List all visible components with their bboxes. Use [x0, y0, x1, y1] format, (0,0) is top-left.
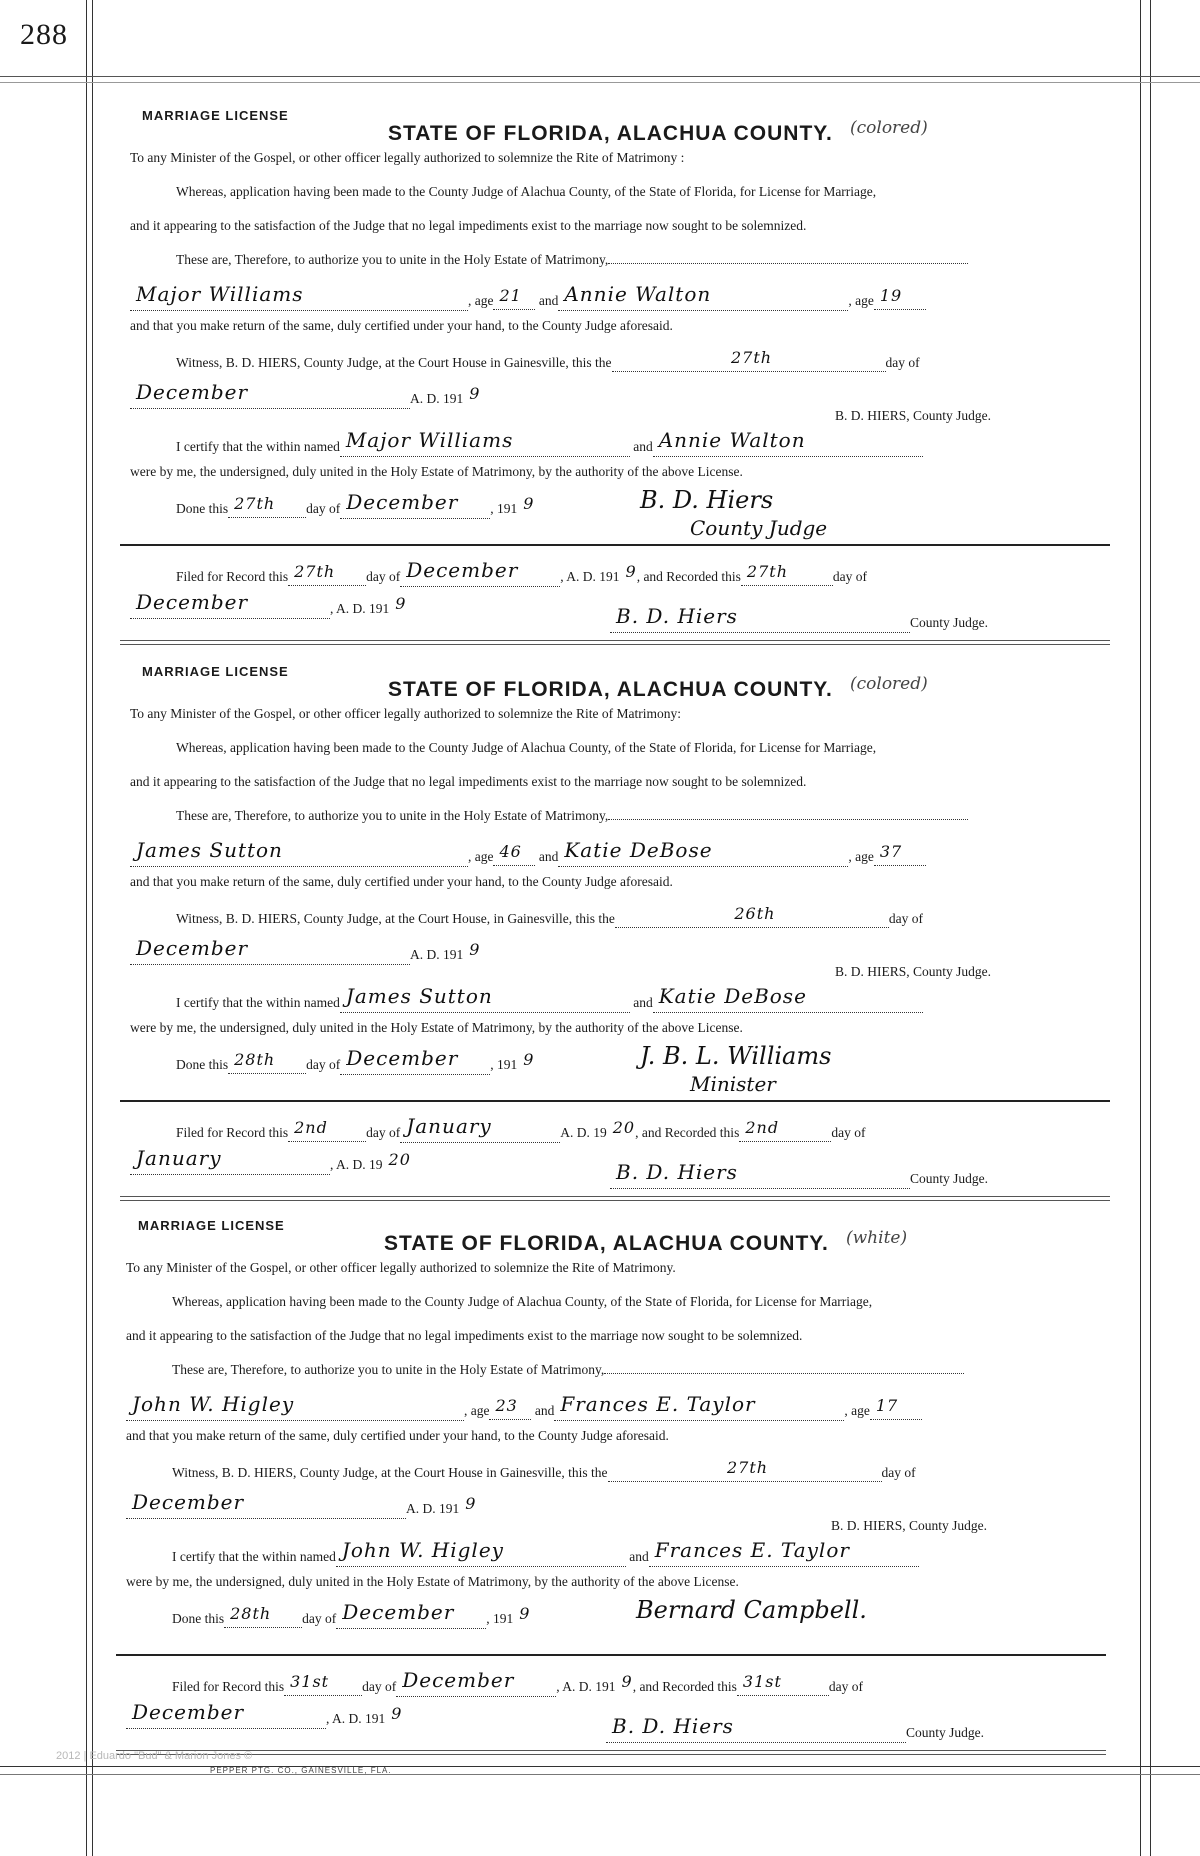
- done-label: Done this: [176, 1057, 229, 1072]
- groom-age: 46: [499, 842, 522, 861]
- recorder-line: [610, 1160, 989, 1189]
- were-by-me-text: were by me, the undersigned, duly united in the Holy Estate of Matrimony, by the authority of the above License.: [130, 1020, 743, 1035]
- recorded-month-field: [130, 1146, 330, 1175]
- recorder-signature: B. D. Hiers: [616, 604, 738, 628]
- groom-name: James Sutton: [136, 838, 283, 862]
- cert-and-label: and: [633, 439, 653, 454]
- recorded-day-of: day of: [832, 569, 868, 584]
- age-label-2: , age: [844, 1403, 870, 1418]
- filed-ad: A. D. 19: [560, 1125, 607, 1140]
- recorder-signature: B. D. Hiers: [612, 1714, 734, 1738]
- top-rule-2: [0, 82, 1200, 83]
- done-year-digit: 9: [523, 1050, 535, 1069]
- filed-day-of: day of: [362, 1679, 397, 1694]
- margin-line-right: [1140, 0, 1141, 1856]
- county-judge-label: County Judge.: [906, 1725, 985, 1740]
- margin-line-left-inner: [92, 0, 93, 1856]
- license-label: MARRIAGE LICENSE: [142, 664, 289, 679]
- witness-text: Witness, B. D. HIERS, County Judge, at the Court House in Gainesville, this the: [176, 355, 612, 370]
- witness-day: 27th: [731, 348, 773, 367]
- done-line: [172, 1600, 531, 1629]
- recorded-day-field: [737, 1672, 829, 1696]
- groom-age-field: [489, 1396, 531, 1420]
- witness-year-digit: 9: [469, 384, 481, 403]
- cert-groom-name: James Sutton: [345, 984, 493, 1008]
- age-label-2: , age: [848, 293, 874, 308]
- done-year-label: , 191: [490, 1057, 518, 1072]
- done-day-field: [224, 1604, 302, 1628]
- witness-month-field: [130, 936, 410, 965]
- groom-field: [126, 1392, 464, 1421]
- recorded-month: December: [136, 590, 249, 614]
- recorder-field: [610, 604, 910, 633]
- footer-rule-2: [0, 1774, 1200, 1775]
- witness-month: December: [132, 1490, 245, 1514]
- section-rule: [120, 1100, 1110, 1102]
- section-rule: [120, 544, 1110, 546]
- certify-line: [176, 428, 923, 457]
- done-year-digit: 9: [523, 494, 535, 513]
- cert-and-label: and: [629, 1549, 649, 1564]
- return-text: and that you make return of the same, duly certified under your hand, to the County Judge aforesaid.: [126, 1428, 669, 1443]
- filed-ad: , A. D. 191: [560, 569, 620, 584]
- done-month: December: [346, 1046, 459, 1070]
- cert-groom-field: [340, 428, 630, 457]
- filed-month-field: [396, 1668, 556, 1697]
- printer-imprint: PEPPER PTG. CO., GAINESVILLE, FLA.: [210, 1766, 392, 1775]
- filed-day: 27th: [294, 562, 336, 581]
- whereas-text: Whereas, application having been made to the County Judge of Alachua County, of the State of Florida, for License for Marriage,: [176, 184, 877, 199]
- filed-year-digit: 9: [621, 1672, 633, 1691]
- authorize-text: These are, Therefore, to authorize you to unite in the Holy Estate of Matrimony,: [176, 252, 609, 267]
- age-label-2: , age: [848, 849, 874, 864]
- county-judge-label: County Judge.: [910, 615, 989, 630]
- marriage-license: [130, 108, 1100, 648]
- ad-label: A. D. 191: [406, 1501, 460, 1516]
- day-of-label: day of: [885, 355, 920, 370]
- intro-text: To any Minister of the Gospel, or other officer legally authorized to solemnize the Rite of Matrimony.: [126, 1260, 676, 1275]
- cert-and-label: and: [633, 995, 653, 1010]
- filed-day-field: [288, 562, 366, 586]
- cert-bride-field: [653, 984, 923, 1013]
- witness-month-line: [126, 1490, 477, 1519]
- done-line: [176, 1046, 535, 1075]
- recorder-signature: B. D. Hiers: [616, 1160, 738, 1184]
- witness-year-digit: 9: [469, 940, 481, 959]
- judge-signature-line: B. D. HIERS, County Judge.: [831, 1518, 988, 1533]
- witness-line: [176, 904, 924, 928]
- filed-year-digit: 20: [612, 1118, 636, 1137]
- filed-label: Filed for Record this: [176, 1125, 289, 1140]
- footer-rule: [0, 1766, 1200, 1767]
- and-label: and: [538, 293, 559, 308]
- authorize-line: [172, 1362, 964, 1378]
- witness-line: [176, 348, 920, 372]
- certify-text: I certify that the within named: [176, 439, 340, 454]
- filed-label: Filed for Record this: [172, 1679, 285, 1694]
- license-title: STATE OF FLORIDA, ALACHUA COUNTY.: [384, 1232, 829, 1255]
- filed-line: [172, 1668, 864, 1697]
- return-text: and that you make return of the same, duly certified under your hand, to the County Judge aforesaid.: [130, 318, 673, 333]
- section-rule: [116, 1654, 1106, 1656]
- recorded-month: January: [136, 1146, 222, 1170]
- done-day-of: day of: [302, 1611, 337, 1626]
- done-day-field: [228, 1050, 306, 1074]
- recorded-year-digit: 9: [391, 1704, 403, 1723]
- were-by-me-text: were by me, the undersigned, duly united in the Holy Estate of Matrimony, by the authority of the above License.: [126, 1574, 739, 1589]
- done-year-digit: 9: [519, 1604, 531, 1623]
- done-month: December: [346, 490, 459, 514]
- done-day-field: [228, 494, 306, 518]
- done-year-label: , 191: [490, 501, 518, 516]
- license-title: STATE OF FLORIDA, ALACHUA COUNTY.: [388, 678, 833, 701]
- judge-signature-line: B. D. HIERS, County Judge.: [835, 408, 992, 423]
- recorded-ad: , A. D. 191: [330, 601, 390, 616]
- ad-label: A. D. 191: [410, 391, 464, 406]
- marriage-license: [126, 1218, 1096, 1758]
- recorded-label: , and Recorded this: [632, 1679, 737, 1694]
- done-day: 28th: [234, 1050, 276, 1069]
- done-day: 28th: [230, 1604, 272, 1623]
- page-number: 288: [20, 18, 68, 51]
- day-of-label: day of: [888, 911, 924, 926]
- witness-month-field: [130, 380, 410, 409]
- recorded-day: 31st: [742, 1672, 782, 1691]
- recorder-line: [606, 1714, 985, 1743]
- intro-text: To any Minister of the Gospel, or other officer legally authorized to solemnize the Rite of Matrimony:: [130, 706, 682, 721]
- witness-day-field: [612, 348, 886, 372]
- filed-year-digit: 9: [625, 562, 637, 581]
- bride-name: Katie DeBose: [564, 838, 713, 862]
- ad-label: A. D. 191: [410, 947, 464, 962]
- return-text: and that you make return of the same, duly certified under your hand, to the County Judge aforesaid.: [130, 874, 673, 889]
- top-rule: [0, 76, 1200, 77]
- recorded-year-digit: 20: [388, 1150, 411, 1169]
- recorder-line: [610, 604, 989, 633]
- parties-line: [126, 1392, 922, 1421]
- done-label: Done this: [172, 1611, 225, 1626]
- done-day-of: day of: [306, 501, 341, 516]
- groom-age: 21: [499, 286, 522, 305]
- witness-year-digit: 9: [465, 1494, 477, 1513]
- officiant-signature: J. B. L. Williams: [640, 1042, 832, 1070]
- groom-age: 23: [495, 1396, 518, 1415]
- bride-name: Frances E. Taylor: [560, 1392, 756, 1416]
- filed-day: 2nd: [294, 1118, 328, 1137]
- filed-month: January: [406, 1114, 492, 1138]
- race-note: (white): [846, 1228, 908, 1248]
- whereas-text-2: and it appearing to the satisfaction of the Judge that no legal impediments exist to the marriage now sought to be solemnized.: [130, 218, 807, 233]
- filed-label: Filed for Record this: [176, 569, 289, 584]
- officiant-signature: B. D. Hiers: [640, 486, 774, 514]
- recorded-ad: , A. D. 19: [330, 1157, 383, 1172]
- recorded-month: December: [132, 1700, 245, 1724]
- witness-day-field: [608, 1458, 882, 1482]
- authorize-line: [176, 252, 968, 268]
- recorder-field: [610, 1160, 910, 1189]
- bride-age: 37: [879, 842, 903, 861]
- bride-age: 17: [875, 1396, 899, 1415]
- witness-day: 26th: [734, 904, 776, 923]
- witness-day-field: [615, 904, 889, 928]
- bottom-rule: [120, 1196, 1110, 1197]
- bottom-rule-2: [116, 1754, 1106, 1755]
- done-day: 27th: [234, 494, 276, 513]
- whereas-text: Whereas, application having been made to the County Judge of Alachua County, of the State of Florida, for License for Marriage,: [172, 1294, 873, 1309]
- officiant-signature: Bernard Campbell.: [636, 1596, 867, 1624]
- filed-day: 31st: [290, 1672, 330, 1691]
- race-note: (colored): [850, 674, 928, 694]
- bride-field: [554, 1392, 844, 1421]
- authorize-fill: [604, 1373, 964, 1374]
- officiant-title: Minister: [690, 1072, 776, 1096]
- filed-ad: , A. D. 191: [556, 1679, 616, 1694]
- license-label: MARRIAGE LICENSE: [142, 108, 289, 123]
- intro-text: To any Minister of the Gospel, or other officer legally authorized to solemnize the Rite of Matrimony :: [130, 150, 685, 165]
- race-note: (colored): [850, 118, 928, 138]
- filed-month-field: [400, 1114, 560, 1143]
- done-day-of: day of: [306, 1057, 341, 1072]
- county-judge-label: County Judge.: [910, 1171, 989, 1186]
- bride-age-field: [874, 842, 926, 866]
- recorded-day: 27th: [746, 562, 789, 581]
- recorded-ad: , A. D. 191: [326, 1711, 386, 1726]
- cert-bride-name: Annie Walton: [658, 428, 806, 452]
- witness-line: [172, 1458, 916, 1482]
- officiant-title: County Judge: [690, 516, 828, 540]
- done-month-field: [340, 1046, 490, 1075]
- authorize-text: These are, Therefore, to authorize you to unite in the Holy Estate of Matrimony,: [172, 1362, 605, 1377]
- witness-text: Witness, B. D. HIERS, County Judge, at the Court House, in Gainesville, this the: [176, 911, 615, 926]
- witness-month-field: [126, 1490, 406, 1519]
- recorded-month-line: [130, 1146, 411, 1175]
- recorded-day-field: [739, 1118, 831, 1142]
- authorize-line: [176, 808, 968, 824]
- recorded-label: , and Recorded this: [635, 1125, 740, 1140]
- whereas-text: Whereas, application having been made to the County Judge of Alachua County, of the State of Florida, for License for Marriage,: [176, 740, 877, 755]
- whereas-text-2: and it appearing to the satisfaction of the Judge that no legal impediments exist to the marriage now sought to be solemnized.: [130, 774, 807, 789]
- cert-bride-name: Katie DeBose: [658, 984, 807, 1008]
- done-month-field: [340, 490, 490, 519]
- filed-line: [176, 1114, 866, 1143]
- and-label: and: [534, 1403, 555, 1418]
- groom-name: John W. Higley: [132, 1392, 295, 1416]
- filed-month: December: [402, 1668, 515, 1692]
- cert-bride-name: Frances E. Taylor: [654, 1538, 850, 1562]
- bride-age-field: [870, 1396, 922, 1420]
- filed-month-field: [400, 558, 560, 587]
- bottom-rule: [116, 1750, 1106, 1751]
- groom-age-field: [493, 286, 535, 310]
- done-year-label: , 191: [486, 1611, 514, 1626]
- cert-groom-field: [336, 1538, 626, 1567]
- recorded-month-field: [126, 1700, 326, 1729]
- authorize-text: These are, Therefore, to authorize you to unite in the Holy Estate of Matrimony,: [176, 808, 609, 823]
- were-by-me-text: were by me, the undersigned, duly united in the Holy Estate of Matrimony, by the authority of the above License.: [130, 464, 743, 479]
- bottom-rule-2: [120, 1200, 1110, 1201]
- age-label: , age: [468, 849, 494, 864]
- bride-age: 19: [879, 286, 903, 305]
- recorded-year-digit: 9: [395, 594, 407, 613]
- and-label: and: [538, 849, 559, 864]
- witness-day: 27th: [727, 1458, 769, 1477]
- recorded-day-of: day of: [831, 1125, 866, 1140]
- license-title: STATE OF FLORIDA, ALACHUA COUNTY.: [388, 122, 833, 145]
- certify-line: [176, 984, 923, 1013]
- filed-day-field: [288, 1118, 366, 1142]
- age-label: , age: [464, 1403, 490, 1418]
- filed-day-of: day of: [366, 569, 401, 584]
- witness-month: December: [136, 380, 249, 404]
- bottom-rule-2: [120, 644, 1110, 645]
- authorize-fill: [608, 819, 968, 820]
- filed-day-field: [284, 1672, 362, 1696]
- done-label: Done this: [176, 501, 229, 516]
- certify-line: [172, 1538, 919, 1567]
- day-of-label: day of: [881, 1465, 916, 1480]
- cert-groom-field: [340, 984, 630, 1013]
- done-line: [176, 490, 535, 519]
- witness-month-line: [130, 380, 481, 409]
- done-month-field: [336, 1600, 486, 1629]
- authorize-fill: [608, 263, 968, 264]
- parties-line: [130, 282, 926, 311]
- filed-line: [176, 558, 868, 587]
- groom-field: [130, 838, 468, 867]
- groom-field: [130, 282, 468, 311]
- witness-month: December: [136, 936, 249, 960]
- watermark: 2012 | Eduardo "Bud" & Marion Jones ©: [56, 1750, 253, 1762]
- bride-name: Annie Walton: [564, 282, 712, 306]
- certify-text: I certify that the within named: [172, 1549, 336, 1564]
- recorder-field: [606, 1714, 906, 1743]
- recorded-month-line: [126, 1700, 403, 1729]
- age-label: , age: [468, 293, 494, 308]
- judge-signature-line: B. D. HIERS, County Judge.: [835, 964, 992, 979]
- margin-line-left: [86, 0, 87, 1856]
- bride-field: [558, 838, 848, 867]
- groom-name: Major Williams: [136, 282, 304, 306]
- certify-text: I certify that the within named: [176, 995, 340, 1010]
- cert-groom-name: John W. Higley: [341, 1538, 504, 1562]
- recorded-day-of: day of: [828, 1679, 864, 1694]
- cert-bride-field: [649, 1538, 919, 1567]
- license-label: MARRIAGE LICENSE: [138, 1218, 285, 1233]
- groom-age-field: [493, 842, 535, 866]
- margin-line-right-outer: [1150, 0, 1151, 1856]
- witness-month-line: [130, 936, 481, 965]
- parties-line: [130, 838, 926, 867]
- cert-bride-field: [653, 428, 923, 457]
- marriage-license: [130, 664, 1100, 1204]
- recorded-day-field: [741, 562, 833, 586]
- witness-text: Witness, B. D. HIERS, County Judge, at the Court House in Gainesville, this the: [172, 1465, 608, 1480]
- bride-age-field: [874, 286, 926, 310]
- recorded-day: 2nd: [745, 1118, 780, 1137]
- filed-day-of: day of: [366, 1125, 401, 1140]
- bride-field: [558, 282, 848, 311]
- cert-groom-name: Major Williams: [345, 428, 514, 452]
- filed-month: December: [406, 558, 519, 582]
- done-month: December: [342, 1600, 455, 1624]
- recorded-month-field: [130, 590, 330, 619]
- bottom-rule: [120, 640, 1110, 641]
- whereas-text-2: and it appearing to the satisfaction of the Judge that no legal impediments exist to the marriage now sought to be solemnized.: [126, 1328, 803, 1343]
- recorded-month-line: [130, 590, 407, 619]
- recorded-label: , and Recorded this: [636, 569, 741, 584]
